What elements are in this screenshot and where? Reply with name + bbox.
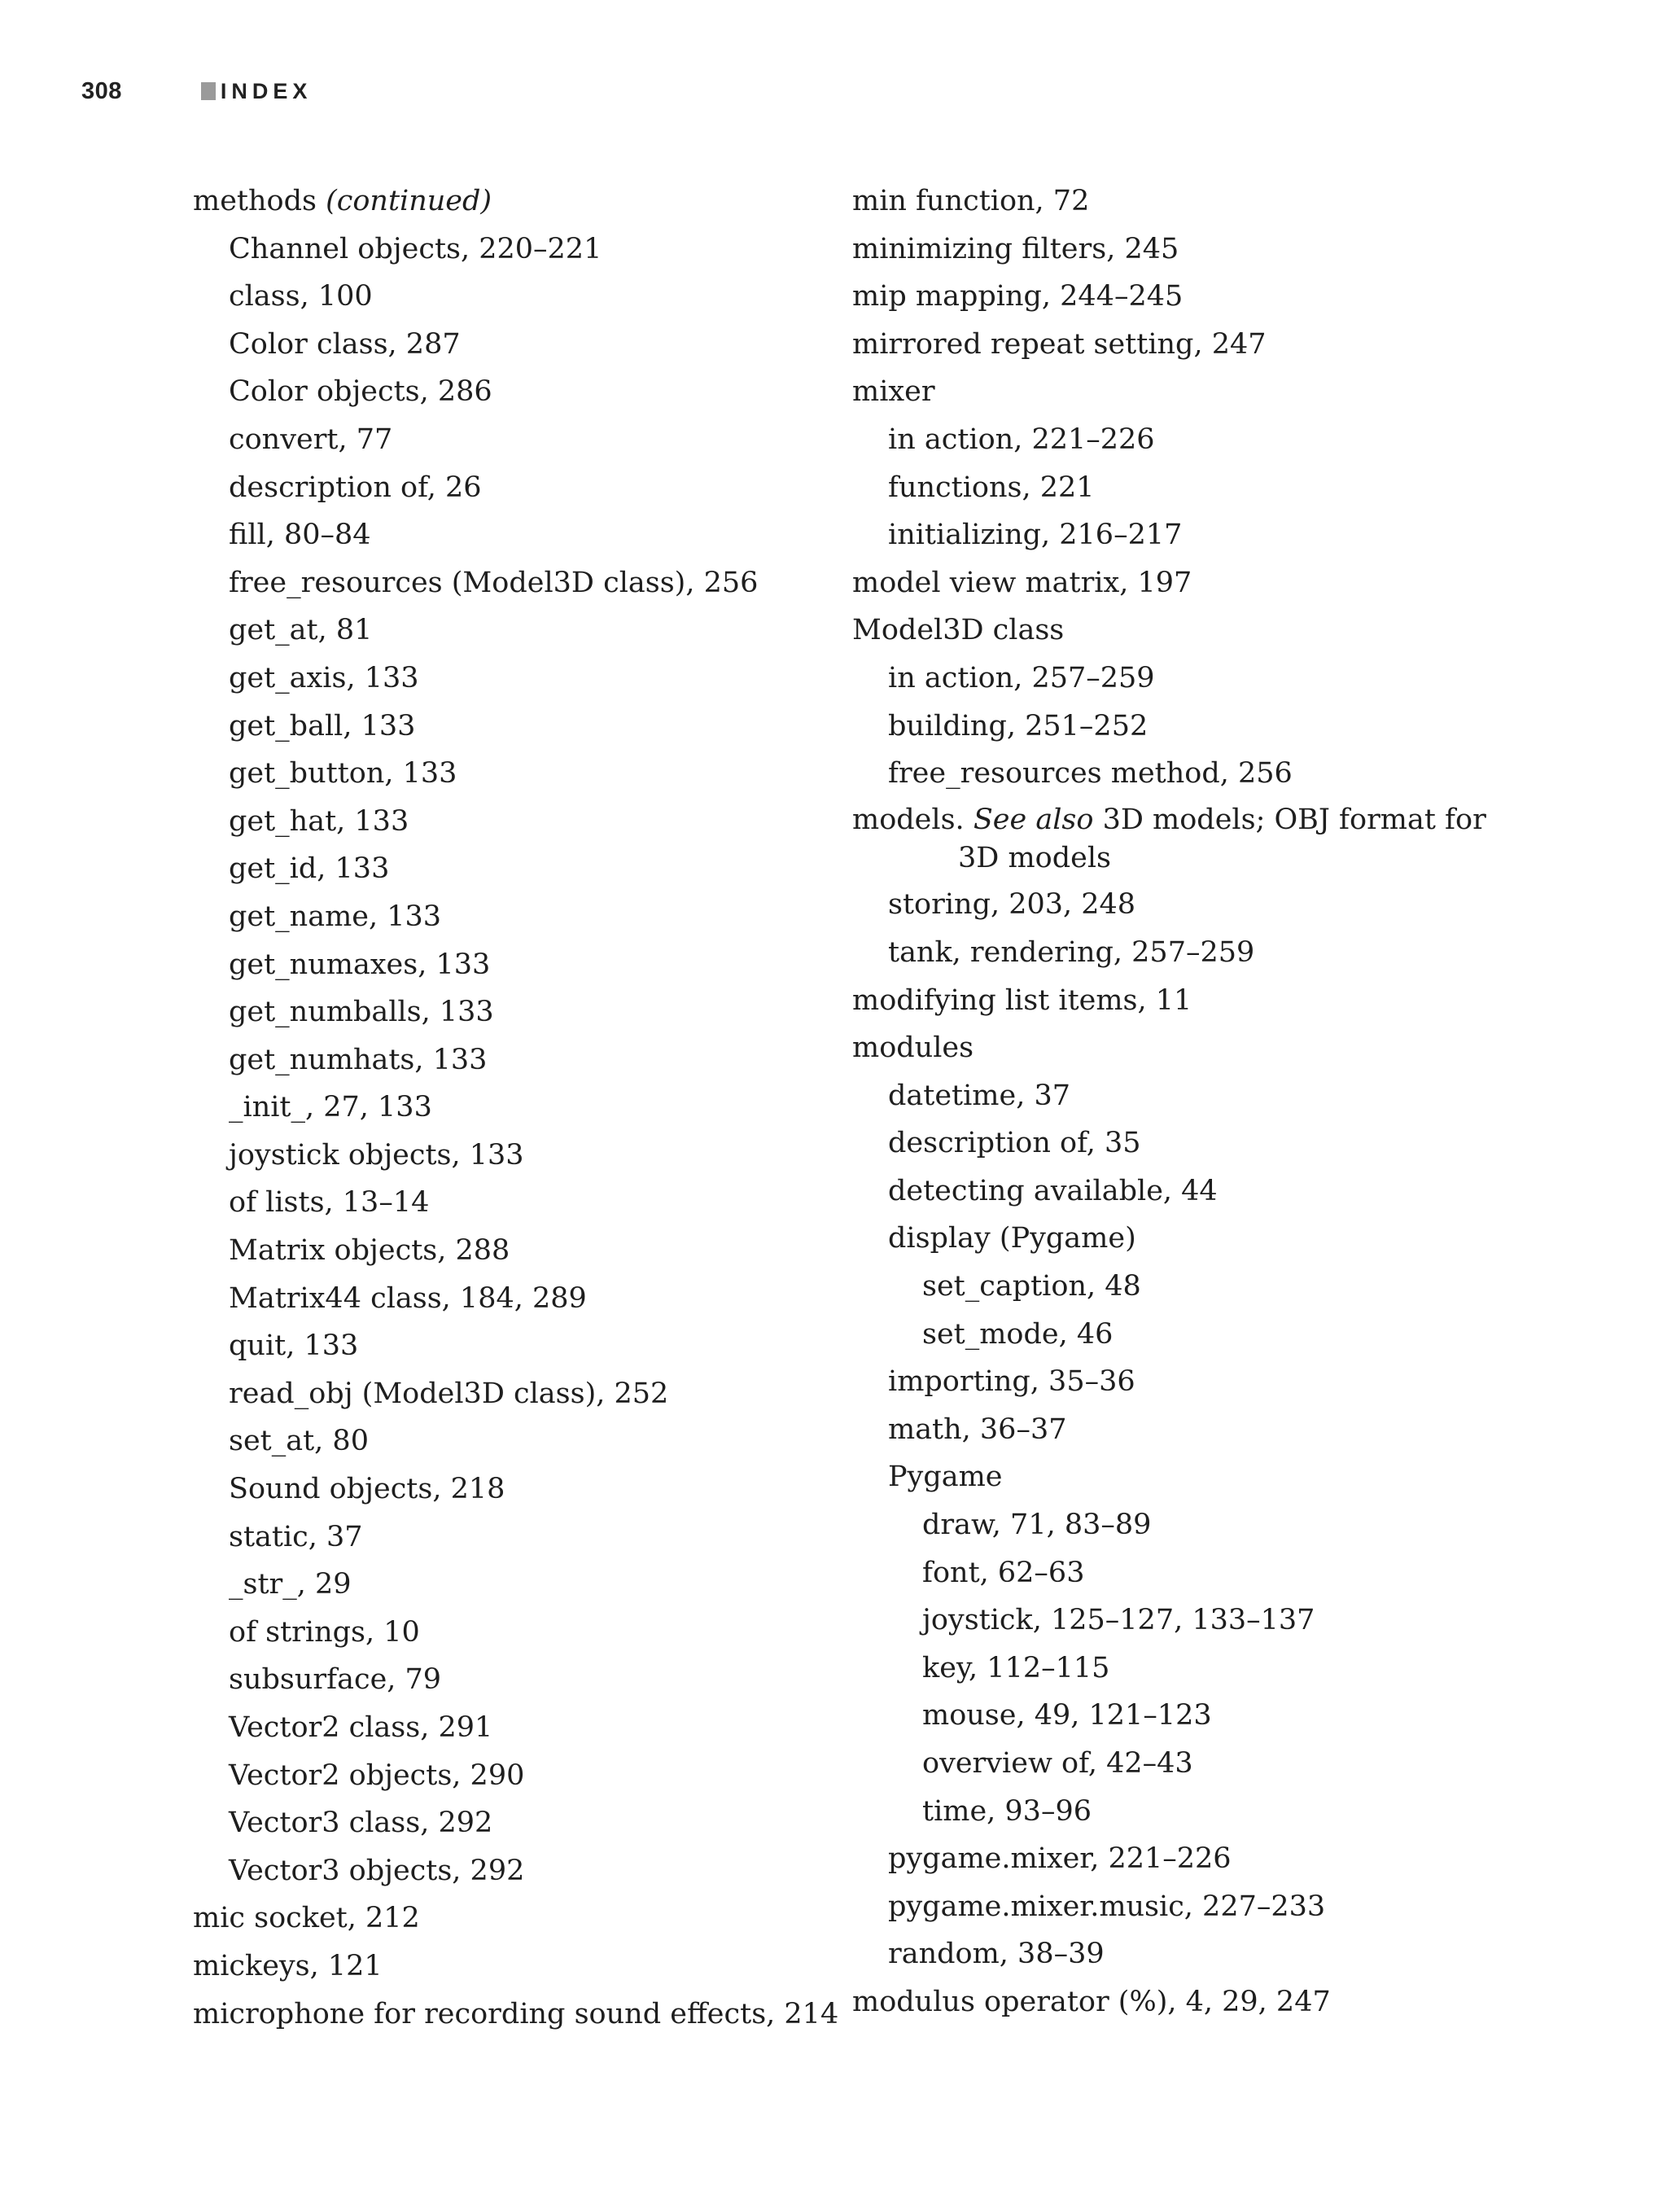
- index-entry-level-1: Vector3 class, 292: [229, 1807, 493, 1840]
- index-entry-level-2: overview of, 42–43: [922, 1747, 1193, 1780]
- index-entry-level-1: subsurface, 79: [229, 1663, 442, 1697]
- index-entry-level-0: [193, 181, 820, 221]
- index-entry-level-1: get_numaxes, 133: [229, 948, 491, 981]
- index-entry-level-0: model view matrix, 197: [852, 566, 1192, 599]
- index-entry-level-2: draw, 71, 83–89: [922, 1509, 1152, 1542]
- index-entry-level-1: get_numhats, 133: [229, 1043, 488, 1076]
- index-entry-level-1: get_id, 133: [229, 852, 390, 886]
- index-entry-level-0: mickeys, 121: [193, 1949, 383, 1982]
- index-entry-level-1: get_button, 133: [229, 757, 457, 791]
- index-entry-level-1: Matrix objects, 288: [229, 1234, 510, 1268]
- page-number: 308: [81, 77, 122, 104]
- index-entry-level-1: Channel objects, 220–221: [229, 232, 602, 265]
- index-entry-level-0: mic socket, 212: [193, 1902, 420, 1935]
- index-entry-level-1: get_axis, 133: [229, 661, 419, 694]
- index-entry-level-0: mirrored repeat setting, 247: [852, 327, 1267, 361]
- index-entry-level-1: set_at, 80: [229, 1425, 369, 1458]
- index-entry-level-1: in action, 257–259: [888, 661, 1155, 694]
- index-entry-level-2: mouse, 49, 121–123: [922, 1699, 1212, 1732]
- index-entry-level-0: minimizing filters, 245: [852, 232, 1179, 265]
- index-entry-level-1: building, 251–252: [888, 709, 1149, 742]
- index-entry-level-1: get_name, 133: [229, 900, 442, 933]
- index-entry-level-2: set_mode, 46: [922, 1317, 1114, 1351]
- index-entry-level-1: Vector2 objects, 290: [229, 1759, 525, 1792]
- index-entry-level-2: set_caption, 48: [922, 1270, 1141, 1303]
- index-entry-level-1: Matrix44 class, 184, 289: [229, 1281, 587, 1315]
- index-entry-level-2: joystick, 125–127, 133–137: [922, 1604, 1315, 1637]
- see-also-continuation: 3D models: [958, 841, 1111, 874]
- index-entry-level-1: functions, 221: [888, 471, 1095, 504]
- index-term: methods: [193, 185, 317, 217]
- index-entry-level-1: quit, 133: [229, 1329, 359, 1363]
- index-entry-level-2: font, 62–63: [922, 1556, 1085, 1589]
- index-entry-level-1: of strings, 10: [229, 1615, 420, 1649]
- index-entry-level-0: mip mapping, 244–245: [852, 280, 1184, 313]
- index-entry-level-1: joystick objects, 133: [229, 1138, 524, 1172]
- index-entry-level-1: initializing, 216–217: [888, 519, 1183, 552]
- index-entry-level-1: Pygame: [888, 1461, 1003, 1494]
- index-column-left: [193, 181, 839, 2041]
- index-column-right: [852, 181, 1503, 2030]
- index-entry-level-1: of lists, 13–14: [229, 1186, 430, 1220]
- index-entry-level-1: pygame.mixer, 221–226: [888, 1842, 1232, 1876]
- index-entry-level-1: get_ball, 133: [229, 709, 416, 742]
- index-entry-level-1: read_obj (Model3D class), 252: [229, 1377, 669, 1410]
- index-entry-level-1: convert, 77: [229, 423, 393, 456]
- index-entry-level-1: Color class, 287: [229, 327, 461, 361]
- index-entry-level-1: tank, rendering, 257–259: [888, 935, 1255, 969]
- index-entry-level-0: modulus operator (%), 4, 29, 247: [852, 1985, 1331, 2018]
- continued-qualifier: (continued): [326, 185, 492, 217]
- index-entry-level-1: in action, 221–226: [888, 423, 1155, 456]
- index-entry-level-1: static, 37: [229, 1520, 363, 1553]
- index-entry-level-1: _str_, 29: [229, 1568, 352, 1601]
- see-also-refs: 3D models; OBJ format for: [1102, 803, 1486, 836]
- index-entry-level-0: mixer: [852, 375, 935, 409]
- index-entry-level-1: free_resources (Model3D class), 256: [229, 566, 759, 599]
- index-entry-level-1: Vector3 objects, 292: [229, 1854, 525, 1887]
- index-entry-level-1: math, 36–37: [888, 1413, 1067, 1446]
- index-entry-level-1: datetime, 37: [888, 1079, 1070, 1112]
- index-entry-level-1: display (Pygame): [888, 1222, 1136, 1255]
- index-entry-level-1: get_at, 81: [229, 614, 373, 647]
- index-entry-level-0: modifying list items, 11: [852, 983, 1192, 1017]
- index-entry-level-0: Model3D class: [852, 614, 1065, 647]
- index-entry-level-2: key, 112–115: [922, 1651, 1110, 1684]
- index-entry-level-1: storing, 203, 248: [888, 888, 1136, 922]
- index-entry-level-1: importing, 35–36: [888, 1365, 1135, 1399]
- index-entry-level-0: [852, 801, 1503, 878]
- index-entry-level-0: modules: [852, 1032, 974, 1065]
- index-entry-level-1: fill, 80–84: [229, 519, 371, 552]
- running-head-title: INDEX: [220, 78, 313, 103]
- index-entry-level-0: min function, 72: [852, 185, 1090, 217]
- index-entry-level-1: description of, 26: [229, 471, 482, 504]
- see-also-label: See also: [973, 803, 1094, 836]
- header-marker-block: [201, 82, 216, 100]
- index-entry-level-0: microphone for recording sound effects, 214: [193, 1997, 839, 2030]
- page-header: [81, 75, 312, 107]
- index-entry-level-1: pygame.mixer.music, 227–233: [888, 1890, 1326, 1923]
- index-entry-level-1: description of, 35: [888, 1127, 1141, 1160]
- index-entry-level-1: Color objects, 286: [229, 375, 492, 409]
- index-entry-level-1: Sound objects, 218: [229, 1473, 505, 1506]
- index-entry-level-1: Vector2 class, 291: [229, 1711, 493, 1744]
- index-entry-level-1: get_hat, 133: [229, 804, 409, 838]
- index-entry-level-1: _init_, 27, 133: [229, 1091, 432, 1124]
- index-entry-level-1: get_numballs, 133: [229, 996, 494, 1029]
- index-entry-level-1: random, 38–39: [888, 1938, 1105, 1971]
- index-term: models.: [852, 803, 965, 836]
- index-entry-level-2: time, 93–96: [922, 1794, 1092, 1828]
- index-entry-level-1: class, 100: [229, 280, 373, 313]
- index-entry-level-1: detecting available, 44: [888, 1174, 1218, 1207]
- index-entry-level-1: free_resources method, 256: [888, 757, 1293, 791]
